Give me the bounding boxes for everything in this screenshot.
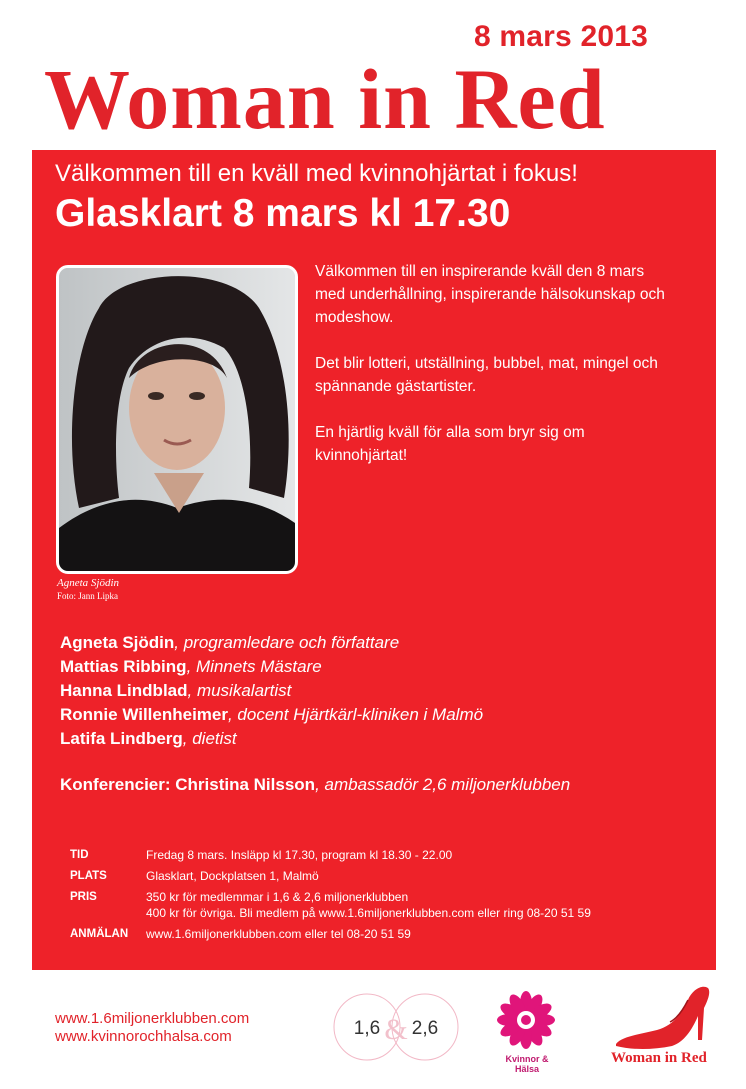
info-label: ANMÄLAN: [70, 928, 129, 940]
guest-role: , programledare och författare: [174, 633, 400, 652]
red-content-panel: [32, 150, 716, 970]
info-value: www.1.6miljonerklubben.com eller tel 08-20 51 59: [146, 927, 411, 941]
photo-credit: Foto: Jann Lipka: [57, 591, 118, 601]
info-value: Glasklart, Dockplatsen 1, Malmö: [146, 869, 319, 883]
intro-paragraph: En hjärtlig kväll för alla som bryr sig om kvinnohjärtat!: [315, 424, 585, 464]
guest-role: , Minnets Mästare: [186, 657, 322, 676]
red-shoe-icon: [612, 978, 712, 1060]
guest-item: [60, 679, 483, 703]
guest-name: Agneta Sjödin: [60, 633, 175, 652]
welcome-line: Välkommen till en kväll med kvinnohjärtat i fokus!: [55, 160, 578, 187]
info-label: PLATS: [70, 870, 107, 882]
info-row-plats: [70, 868, 591, 884]
guest-item: [60, 727, 483, 751]
info-row-pris: [70, 889, 591, 921]
info-value: Fredag 8 mars. Insläpp kl 17.30, program kl 18.30 - 22.00: [146, 848, 453, 862]
info-row-anmalan: [70, 926, 591, 942]
logo-left-number: 1,6: [353, 1018, 381, 1039]
event-date: 8 mars 2013: [474, 20, 649, 53]
guest-name: Latifa Lindberg: [60, 729, 183, 748]
event-headline: Glasklart 8 mars kl 17.30: [55, 192, 511, 235]
guest-role: , musikalartist: [187, 681, 292, 700]
kvinnor-halsa-label: Kvinnor & Hälsa: [505, 1054, 549, 1074]
info-row-tid: [70, 847, 591, 863]
guest-item: [60, 631, 483, 655]
event-info-table: [70, 847, 591, 947]
info-value: 350 kr för medlemmar i 1,6 & 2,6 miljonerklubben 400 kr för övriga. Bli medlem på www.1.6miljonerklubben.com eller ring 08-20 51 59: [146, 890, 591, 920]
host-line: [60, 775, 570, 795]
logo-ampersand: &: [384, 1013, 408, 1046]
footer-link-kvinnorochhalsa[interactable]: www.kvinnorochhalsa.com: [55, 1028, 232, 1045]
guest-role: , dietist: [182, 729, 237, 748]
guest-name: Hanna Lindblad: [60, 681, 188, 700]
woman-in-red-logo-label: Woman in Red: [611, 1050, 707, 1066]
photo-caption-name: Agneta Sjödin: [57, 577, 120, 589]
host-label: Konferencier: Christina Nilsson: [60, 775, 316, 794]
footer-links: [55, 1010, 249, 1046]
guest-list: [60, 631, 483, 751]
footer-link-miljonerklubben[interactable]: www.1.6miljonerklubben.com: [55, 1010, 250, 1027]
guest-name: Ronnie Willenheimer: [60, 705, 228, 724]
guest-item: [60, 703, 483, 727]
host-role: , ambassadör 2,6 miljonerklubben: [315, 775, 571, 794]
portrait-photo: [56, 265, 298, 574]
guest-role: , docent Hjärtkärl-kliniken i Malmö: [227, 705, 484, 724]
logo-right-number: 2,6: [411, 1018, 439, 1039]
intro-text: [315, 260, 675, 490]
info-label: TID: [70, 849, 89, 861]
guest-item: [60, 655, 483, 679]
miljonerklubben-logo: [330, 985, 465, 1067]
intro-paragraph: Välkommen till en inspirerande kväll den 8 mars med underhållning, inspirerande hälsokunskap och modeshow.: [315, 263, 665, 326]
poster-title: Woman in Red: [44, 51, 606, 147]
guest-name: Mattias Ribbing: [60, 657, 187, 676]
info-label: PRIS: [70, 891, 97, 903]
intro-paragraph: Det blir lotteri, utställning, bubbel, mat, mingel och spännande gästartister.: [315, 355, 658, 395]
